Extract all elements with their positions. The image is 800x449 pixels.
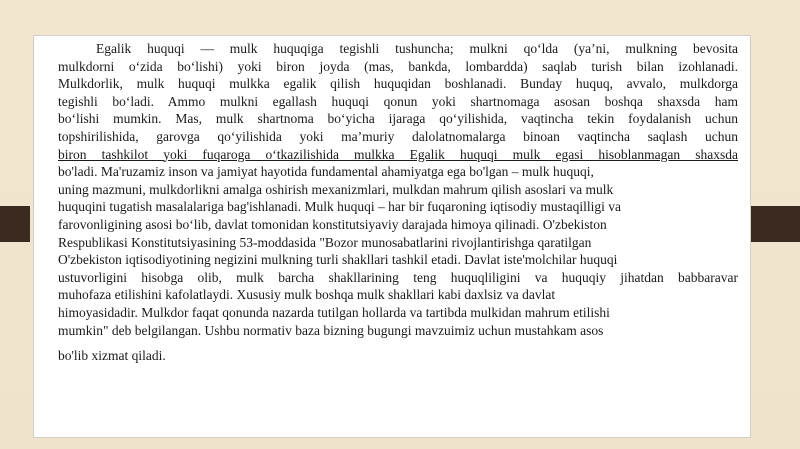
text-line: Egalik huquqi — mulk huquqiga tegishli tushuncha; mulkni qo‘lda (ya’ni, mulkning bevosita (96, 41, 738, 56)
text-line: muhofaza etilishini kafolatlaydi. Xususiy mulk boshqa mulk shakllari kabi daxlsiz va davlat (58, 287, 556, 303)
text-line: farovonligining asosi bo‘lib, davlat tomonidan konstitutsiyaviy darajada himoya qilinadi. O'zbekiston (58, 216, 607, 232)
text-line: bo'lib xizmat qiladi. (58, 348, 166, 364)
text-line-underlined: biron tashkilot yoki fuqaroga o‘tkazilishida mulkka Egalik huquqi mulk egasi hisoblanmagan shaxsda (58, 146, 738, 162)
text-line: O'zbekiston iqtisodiyotining negizini mulkning turli shakllari tashkil etadi. Davlat iste'molchilar huquqi (58, 252, 618, 268)
text-line: bo‘lishi mumkin. Mas, mulk shartnoma bo‘yicha ijaraga qo‘yilishida, vaqtincha tekin foydalanish uchun (58, 111, 738, 127)
text-line: tegishli bo‘ladi. Ammo mulkni egallash huquqi qonun yoki shartnomaga asosan boshqa shaxsda ham (58, 93, 738, 109)
right-accent-bar (750, 206, 800, 242)
text-line: uning mazmuni, mulkdorlikni amalga oshirish mexanizmlari, mulkdan mahrum qilish asoslari va mulk (58, 181, 614, 197)
text-line: bo'ladi. Ma'ruzamiz inson va jamiyat hayotida fundamental ahamiyatga ega bo'lgan – mulk huquqi, (58, 164, 594, 180)
body-text (58, 40, 738, 365)
text-line: huquqini tugatish masalalariga bag'ishlanadi. Mulk huquqi – har bir fuqaroning iqtisodiy mustaqilligi va (58, 199, 621, 215)
text-line: ustuvorligini hisobga olib, mulk barcha shakllarining teng huquqliligini va huquqiy jihatdan babbaravar (58, 269, 738, 285)
slide-content-box (33, 35, 751, 438)
text-line: mumkin" deb belgilangan. Ushbu normativ baza bizning bugungi mavzuimiz uchun mustahkam asos (58, 322, 604, 338)
paragraph-gap (58, 339, 738, 347)
text-line: topshirilishida, garovga qo‘yilishida yoki ma’muriy dalolatnomalarga binoan vaqtincha saqlash uchun (58, 128, 738, 144)
text-line: Respublikasi Konstitutsiyasining 53-moddasida "Bozor munosabatlarini rivojlantirishga qaratilgan (58, 234, 592, 250)
text-line: Mulkdorlik, mulk huquqi mulkka egalik qilish huquqidan boshlanadi. Bunday huquq, avvalo, mulkdorga (58, 76, 738, 92)
left-accent-bar (0, 206, 30, 242)
text-line: himoyasidadir. Mulkdor faqat qonunda nazarda tutilgan hollarda va tartibda mulkidan mahrum etilishi (58, 304, 610, 320)
text-line: mulkdorni o‘zida bo‘lishi) yoki biron joyda (mas, bankda, lombardda) saqlab turish bilan izohlanadi. (58, 58, 738, 74)
